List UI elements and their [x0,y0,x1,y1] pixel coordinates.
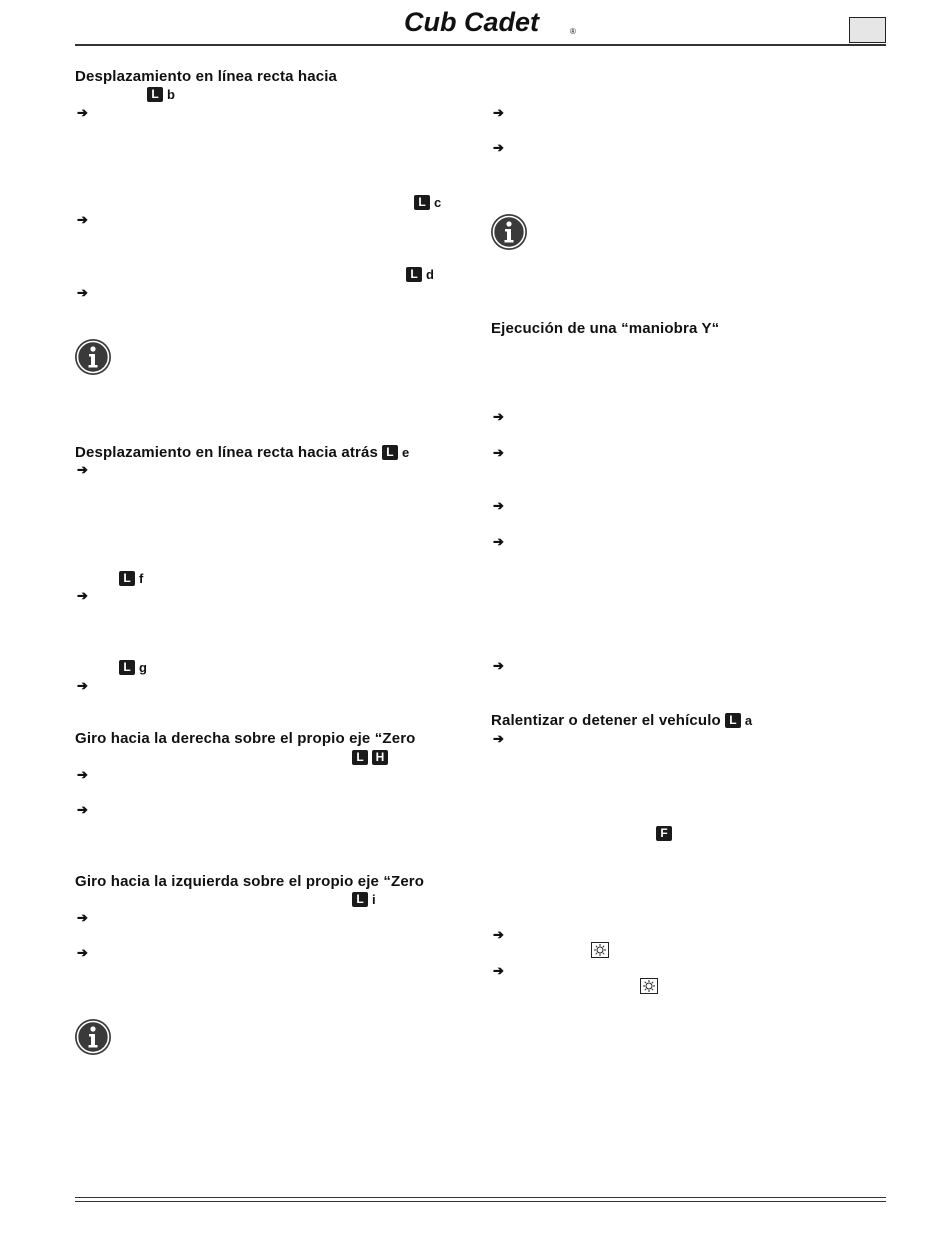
info-icon [74,338,112,376]
figure-sub: b [167,86,175,102]
light-sun-icon [640,978,658,994]
heading-straight-back: Desplazamiento en línea recta hacia atrás [75,444,378,461]
heading-straight-forward: Desplazamiento en línea recta hacia [75,68,338,85]
figure-badge: F [656,826,672,841]
arrow-icon: ➔ [77,945,88,960]
heading-slow-stop-row [491,712,752,729]
arrow-icon: ➔ [493,927,504,942]
arrow-icon: ➔ [77,910,88,925]
arrow-icon: ➔ [493,498,504,513]
logo-registered-mark: ® [570,27,576,36]
figure-badge: L [147,87,163,102]
figure-sub: d [426,266,434,282]
figure-sub: a [744,713,753,728]
figure-badge: L [352,892,368,907]
figure-badge: L [382,445,398,460]
figure-badge: L [352,750,368,765]
footer-rule-thin [75,1201,886,1202]
ref-f [656,825,672,841]
footer-rule [75,1197,886,1198]
figure-badge: L [119,571,135,586]
ref-l-c [414,194,441,210]
figure-sub: f [139,570,144,586]
page-number-box [849,17,886,43]
ref-l-g [119,659,147,675]
arrow-icon: ➔ [493,534,504,549]
figure-badge: L [119,660,135,675]
arrow-icon: ➔ [493,731,504,746]
arrow-icon: ➔ [77,678,88,693]
heading-slow-stop: Ralentizar o detener el vehículo [491,712,721,729]
ref-l-b [147,86,175,102]
arrow-icon: ➔ [77,767,88,782]
ref-l-i [352,891,376,907]
figure-badge: L [414,195,430,210]
figure-badge: H [372,750,388,765]
arrow-icon: ➔ [77,588,88,603]
info-icon [490,213,528,251]
arrow-icon: ➔ [77,285,88,300]
arrow-icon: ➔ [493,409,504,424]
heading-zero-turn-left: Giro hacia la izquierda sobre el propio eje “Zero [75,873,425,890]
figure-badge: L [725,713,741,728]
arrow-icon: ➔ [493,658,504,673]
ref-l-h [352,749,388,765]
arrow-icon: ➔ [77,212,88,227]
logo-text: Cub Cadet [404,7,539,37]
arrow-icon: ➔ [77,802,88,817]
arrow-icon: ➔ [493,140,504,155]
figure-sub: c [434,194,442,210]
cub-cadet-logo [402,6,580,38]
heading-straight-back-row [75,444,409,461]
ref-l-f [119,570,143,586]
figure-sub: i [372,891,376,907]
heading-y-maneuver: Ejecución de una “maniobra Y“ [491,320,720,337]
heading-zero-turn-right: Giro hacia la derecha sobre el propio eje “Zero [75,730,416,747]
arrow-icon: ➔ [493,963,504,978]
figure-sub: g [139,659,147,675]
info-icon [74,1018,112,1056]
arrow-icon: ➔ [493,105,504,120]
figure-badge: L [406,267,422,282]
arrow-icon: ➔ [77,462,88,477]
arrow-icon: ➔ [493,445,504,460]
figure-sub: e [401,445,410,460]
arrow-icon: ➔ [77,105,88,120]
light-sun-icon [591,942,609,958]
ref-l-d [406,266,434,282]
header-rule [75,44,886,46]
